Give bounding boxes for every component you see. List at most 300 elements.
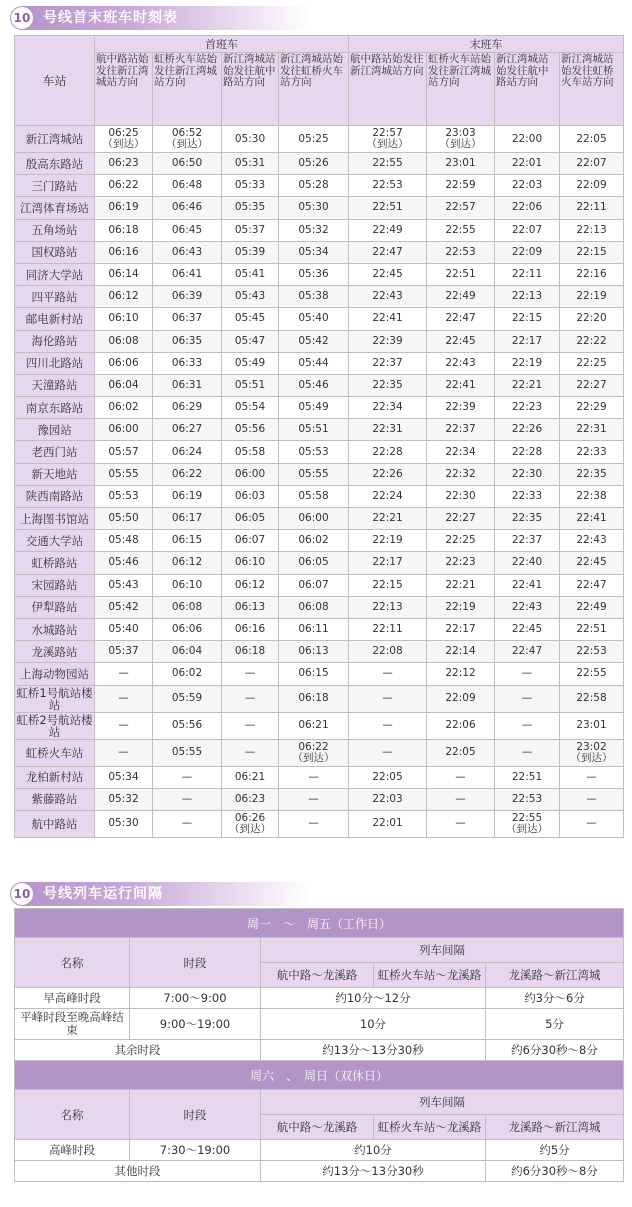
time-cell: 22:58 (560, 685, 624, 712)
time-cell: 05:30 (222, 126, 279, 153)
train-interval-table (14, 908, 624, 1182)
time-cell: — (349, 685, 427, 712)
time-cell: 23:02 （到达） (560, 739, 624, 766)
time-cell: 22:55 （到达） (495, 810, 560, 837)
timetable-row (15, 330, 624, 352)
time-cell: 22:11 (560, 197, 624, 219)
direction-header: 航中路站始发往新江湾城站方向 (349, 53, 427, 126)
station-name: 上海动物园站 (15, 663, 95, 685)
time-cell: 05:59 (153, 685, 222, 712)
time-cell: 06:10 (95, 308, 153, 330)
time-cell: 06:14 (95, 263, 153, 285)
time-cell: 06:07 (279, 574, 349, 596)
time-cell: 06:02 (279, 530, 349, 552)
time-cell: 22:43 (427, 352, 495, 374)
station-name: 新天地站 (15, 463, 95, 485)
interval-value: 约10分～12分 (261, 988, 486, 1009)
time-cell: 06:48 (153, 175, 222, 197)
time-cell: 06:22 (95, 175, 153, 197)
time-cell: — (427, 788, 495, 810)
time-cell: 05:43 (222, 286, 279, 308)
time-cell: 06:23 (95, 153, 153, 175)
time-cell: 22:49 (349, 219, 427, 241)
time-cell: 23:01 (560, 712, 624, 739)
time-cell: 22:07 (560, 153, 624, 175)
interval-value: 5分 (486, 1009, 624, 1040)
timetable-row (15, 153, 624, 175)
time-cell: 05:32 (279, 219, 349, 241)
station-column-header: 车站 (15, 36, 95, 126)
name-header: 名称 (15, 1090, 130, 1140)
station-name: 虹桥2号航站楼站 (16, 712, 93, 739)
time-cell: 06:08 (153, 596, 222, 618)
time-cell: 22:33 (560, 441, 624, 463)
time-cell: 06:11 (279, 618, 349, 640)
time-cell: 22:45 (427, 330, 495, 352)
time-cell: 06:39 (153, 286, 222, 308)
time-cell: 22:51 (560, 618, 624, 640)
time-cell: 22:41 (495, 574, 560, 596)
time-cell: 22:05 (349, 766, 427, 788)
time-cell: 22:34 (427, 441, 495, 463)
time-cell: 05:49 (279, 397, 349, 419)
station-name: 豫园站 (15, 419, 95, 441)
time-cell: 22:39 (427, 397, 495, 419)
time-cell: — (222, 685, 279, 712)
time-cell: 22:26 (349, 463, 427, 485)
period-name: 高峰时段 (15, 1140, 130, 1161)
timetable-row (15, 197, 624, 219)
segment-header: 虹桥火车站～龙溪路 (374, 963, 486, 988)
station-name: 宋园路站 (15, 574, 95, 596)
time-cell: 22:01 (495, 153, 560, 175)
station-name: 紫藤路站 (15, 788, 95, 810)
timetable-row (15, 766, 624, 788)
time-cell: 22:06 (427, 712, 495, 739)
time-cell: 06:06 (153, 618, 222, 640)
timetable-row (15, 441, 624, 463)
time-cell: 22:37 (495, 530, 560, 552)
time-cell: 22:29 (560, 397, 624, 419)
time-cell: 22:47 (560, 574, 624, 596)
time-cell: 06:12 (153, 552, 222, 574)
time-cell: 06:22 （到达） (279, 739, 349, 766)
time-cell: 22:13 (349, 596, 427, 618)
time-cell: 22:33 (495, 485, 560, 507)
time-cell: 05:46 (279, 374, 349, 396)
time-cell: 06:02 (153, 663, 222, 685)
station-name: 江湾体育场站 (15, 197, 95, 219)
time-cell: — (427, 810, 495, 837)
timetable-row (15, 485, 624, 507)
time-cell: 22:41 (560, 508, 624, 530)
time-cell: 05:49 (222, 352, 279, 374)
time-cell: 05:40 (279, 308, 349, 330)
line-badge: 10 (11, 883, 33, 905)
time-cell: 22:03 (495, 175, 560, 197)
time-cell: — (95, 739, 153, 766)
time-cell: 06:27 (153, 419, 222, 441)
period-name: 其他时段 (15, 1161, 261, 1182)
period-header: 时段 (130, 1090, 261, 1140)
time-cell: 22:06 (495, 197, 560, 219)
time-cell: 05:56 (153, 712, 222, 739)
time-cell: 22:55 (427, 219, 495, 241)
station-name: 四平路站 (15, 286, 95, 308)
time-cell: 22:20 (560, 308, 624, 330)
time-cell: 23:03 （到达） (427, 126, 495, 153)
time-cell: 06:08 (95, 330, 153, 352)
time-cell: 05:58 (222, 441, 279, 463)
time-cell: 05:28 (279, 175, 349, 197)
time-cell: 06:04 (95, 374, 153, 396)
time-cell: 05:31 (222, 153, 279, 175)
time-cell: 06:04 (153, 641, 222, 663)
time-cell: — (495, 663, 560, 685)
time-cell: 22:57 (427, 197, 495, 219)
time-cell: 22:30 (427, 485, 495, 507)
time-cell: — (560, 766, 624, 788)
station-name: 海伦路站 (15, 330, 95, 352)
station-name: 陕西南路站 (15, 485, 95, 507)
direction-header: 新江湾城站始发往虹桥火车站方向 (560, 53, 624, 126)
time-cell: 22:09 (560, 175, 624, 197)
period-time: 7:30～19:00 (130, 1140, 261, 1161)
time-cell: 22:55 (560, 663, 624, 685)
station-name: 航中路站 (15, 810, 95, 837)
time-cell: 22:21 (495, 374, 560, 396)
station-name: 天潼路站 (15, 374, 95, 396)
time-cell: 06:03 (222, 485, 279, 507)
station-name: 国权路站 (15, 241, 95, 263)
time-cell: 22:43 (495, 596, 560, 618)
time-cell: — (427, 766, 495, 788)
period-header: 时段 (130, 938, 261, 988)
timetable-row (15, 508, 624, 530)
time-cell: 05:55 (279, 463, 349, 485)
time-cell: — (279, 788, 349, 810)
time-cell: 06:18 (279, 685, 349, 712)
time-cell: 06:18 (95, 219, 153, 241)
timetable-row (15, 463, 624, 485)
segment-header: 航中路～龙溪路 (261, 963, 374, 988)
time-cell: 06:13 (222, 596, 279, 618)
time-cell: 06:43 (153, 241, 222, 263)
time-cell: 06:12 (222, 574, 279, 596)
interval-value: 约13分～13分30秒 (261, 1161, 486, 1182)
time-cell: 22:23 (427, 552, 495, 574)
time-cell: 06:50 (153, 153, 222, 175)
time-cell: 05:51 (279, 419, 349, 441)
time-cell: 22:37 (427, 419, 495, 441)
time-cell: — (560, 788, 624, 810)
timetable-row (15, 596, 624, 618)
time-cell: 06:35 (153, 330, 222, 352)
time-cell: 22:41 (349, 308, 427, 330)
time-cell: 22:47 (495, 641, 560, 663)
period-time: 9:00～19:00 (130, 1009, 261, 1040)
time-cell: 22:31 (560, 419, 624, 441)
timetable-row (15, 419, 624, 441)
timetable-row (15, 530, 624, 552)
time-cell: 22:43 (349, 286, 427, 308)
interval-value: 约3分～6分 (486, 988, 624, 1009)
direction-header: 新江湾城站始发往虹桥火车站方向 (279, 53, 349, 126)
time-cell: 22:45 (495, 618, 560, 640)
time-cell: 22:09 (495, 241, 560, 263)
time-cell: 05:58 (279, 485, 349, 507)
time-cell: — (279, 766, 349, 788)
time-cell: 06:17 (153, 508, 222, 530)
time-cell: 05:34 (279, 241, 349, 263)
timetable-row (15, 685, 624, 712)
time-cell: 06:26 （到达） (222, 810, 279, 837)
time-cell: 06:12 (95, 286, 153, 308)
time-cell: 05:53 (279, 441, 349, 463)
time-cell: 06:10 (153, 574, 222, 596)
time-cell: 22:13 (560, 219, 624, 241)
time-cell: 22:11 (495, 263, 560, 285)
time-cell: 05:56 (222, 419, 279, 441)
station-name: 伊犁路站 (15, 596, 95, 618)
time-cell: 22:19 (495, 352, 560, 374)
time-cell: 22:00 (495, 126, 560, 153)
station-name: 交通大学站 (15, 530, 95, 552)
timetable-section-title: 号线首末班车时刻表 (43, 10, 178, 26)
time-cell: 05:54 (222, 397, 279, 419)
time-cell: 05:42 (279, 330, 349, 352)
time-cell: 22:43 (560, 530, 624, 552)
time-cell: 22:40 (495, 552, 560, 574)
time-cell: 06:33 (153, 352, 222, 374)
time-cell: 22:45 (349, 263, 427, 285)
time-cell: 06:37 (153, 308, 222, 330)
time-cell: 22:39 (349, 330, 427, 352)
station-name: 殷高东路站 (15, 153, 95, 175)
time-cell: 05:46 (95, 552, 153, 574)
time-cell: — (495, 685, 560, 712)
time-cell: 22:51 (427, 263, 495, 285)
time-cell: 22:47 (427, 308, 495, 330)
time-cell: — (222, 712, 279, 739)
timetable-row (15, 241, 624, 263)
time-cell: 22:55 (349, 153, 427, 175)
time-cell: 22:19 (560, 286, 624, 308)
name-header: 名称 (15, 938, 130, 988)
time-cell: — (222, 663, 279, 685)
time-cell: 22:28 (495, 441, 560, 463)
time-cell: 06:00 (95, 419, 153, 441)
time-cell: 22:12 (427, 663, 495, 685)
time-cell: 05:47 (222, 330, 279, 352)
first-train-header: 首班车 (95, 36, 349, 53)
time-cell: 06:15 (279, 663, 349, 685)
time-cell: 05:37 (95, 641, 153, 663)
time-cell: 06:23 (222, 788, 279, 810)
time-cell: 05:33 (222, 175, 279, 197)
time-cell: 05:34 (95, 766, 153, 788)
timetable-row (15, 308, 624, 330)
time-cell: 22:47 (349, 241, 427, 263)
line-badge: 10 (11, 7, 33, 29)
timetable-row (15, 618, 624, 640)
time-cell: 06:16 (95, 241, 153, 263)
time-cell: — (279, 810, 349, 837)
time-cell: 22:21 (427, 574, 495, 596)
weekday-band: 周一 ～ 周五（工作日） (15, 909, 624, 938)
time-cell: 06:00 (279, 508, 349, 530)
period-name: 平峰时段至晚高峰结束 (15, 1009, 130, 1040)
time-cell: — (495, 739, 560, 766)
last-train-header: 末班车 (349, 36, 624, 53)
interval-value: 10分 (261, 1009, 486, 1040)
station-name: 邮电新村站 (15, 308, 95, 330)
station-name: 上海图书馆站 (15, 508, 95, 530)
time-cell: 05:38 (279, 286, 349, 308)
time-cell: 22:17 (495, 330, 560, 352)
time-cell: 22:26 (495, 419, 560, 441)
time-cell: 06:31 (153, 374, 222, 396)
time-cell: 22:07 (495, 219, 560, 241)
timetable-row (15, 574, 624, 596)
timetable-row (15, 286, 624, 308)
time-cell: 05:30 (279, 197, 349, 219)
timetable-row (15, 175, 624, 197)
time-cell: 05:41 (222, 263, 279, 285)
direction-header: 虹桥火车站始发往新江湾城站方向 (427, 53, 495, 126)
time-cell: 22:25 (560, 352, 624, 374)
direction-header: 新江湾城站始发往航中路站方向 (495, 53, 560, 126)
time-cell: 05:44 (279, 352, 349, 374)
time-cell: 22:01 (349, 810, 427, 837)
time-cell: 06:24 (153, 441, 222, 463)
time-cell: 22:23 (495, 397, 560, 419)
time-cell: 06:15 (153, 530, 222, 552)
time-cell: 05:25 (279, 126, 349, 153)
time-cell: 22:13 (495, 286, 560, 308)
time-cell: 06:22 (153, 463, 222, 485)
time-cell: 22:05 (560, 126, 624, 153)
interval-value: 约10分 (261, 1140, 486, 1161)
timetable-row (15, 810, 624, 837)
interval-value: 约13分～13分30秒 (261, 1040, 486, 1061)
time-cell: 05:55 (95, 463, 153, 485)
time-cell: 22:28 (349, 441, 427, 463)
time-cell: 22:30 (495, 463, 560, 485)
time-cell: — (349, 739, 427, 766)
time-cell: 22:38 (560, 485, 624, 507)
time-cell: 05:35 (222, 197, 279, 219)
time-cell: 22:35 (349, 374, 427, 396)
time-cell: 22:17 (349, 552, 427, 574)
time-cell: 06:00 (222, 463, 279, 485)
segment-header: 龙溪路～新江湾城 (486, 1115, 624, 1140)
time-cell: 22:51 (495, 766, 560, 788)
period-name: 早高峰时段 (15, 988, 130, 1009)
time-cell: 22:31 (349, 419, 427, 441)
time-cell: 22:11 (349, 618, 427, 640)
time-cell: 22:03 (349, 788, 427, 810)
station-name: 五角场站 (15, 219, 95, 241)
time-cell: — (95, 685, 153, 712)
time-cell: 22:53 (427, 241, 495, 263)
time-cell: 22:19 (427, 596, 495, 618)
direction-header: 航中路站始发往新江湾城站方向 (95, 53, 153, 126)
station-name: 三门路站 (15, 175, 95, 197)
timetable-section-header (10, 6, 310, 30)
time-cell: 05:57 (95, 441, 153, 463)
time-cell: 22:14 (427, 641, 495, 663)
first-last-train-timetable (14, 35, 624, 838)
time-cell: 06:41 (153, 263, 222, 285)
station-name: 老西门站 (15, 441, 95, 463)
time-cell: 05:30 (95, 810, 153, 837)
station-name: 新江湾城站 (15, 126, 95, 153)
interval-section-title: 号线列车运行间隔 (43, 886, 163, 902)
time-cell: 05:36 (279, 263, 349, 285)
time-cell: 22:41 (427, 374, 495, 396)
weekend-band: 周六 、 周日（双休日） (15, 1061, 624, 1090)
time-cell: 22:19 (349, 530, 427, 552)
station-name: 龙溪路站 (15, 641, 95, 663)
time-cell: 22:25 (427, 530, 495, 552)
time-cell: 06:06 (95, 352, 153, 374)
time-cell: 06:52 （到达） (153, 126, 222, 153)
time-cell: — (560, 810, 624, 837)
time-cell: 22:45 (560, 552, 624, 574)
direction-header: 虹桥火车站始发往新江湾城站方向 (153, 53, 222, 126)
time-cell: 22:57 （到达） (349, 126, 427, 153)
interval-header: 列车间隔 (261, 1090, 624, 1115)
time-cell: — (349, 712, 427, 739)
time-cell: 22:37 (349, 352, 427, 374)
time-cell: 22:49 (560, 596, 624, 618)
timetable-row (15, 397, 624, 419)
time-cell: 22:34 (349, 397, 427, 419)
interval-value: 约6分30秒～8分 (486, 1161, 624, 1182)
time-cell: 05:39 (222, 241, 279, 263)
interval-value: 约5分 (486, 1140, 624, 1161)
time-cell: 06:21 (222, 766, 279, 788)
time-cell: 22:09 (427, 685, 495, 712)
time-cell: 05:32 (95, 788, 153, 810)
time-cell: 22:15 (349, 574, 427, 596)
time-cell: 22:22 (560, 330, 624, 352)
time-cell: 06:07 (222, 530, 279, 552)
time-cell: 06:05 (222, 508, 279, 530)
time-cell: 06:19 (95, 197, 153, 219)
time-cell: 06:21 (279, 712, 349, 739)
time-cell: 06:02 (95, 397, 153, 419)
time-cell: — (153, 788, 222, 810)
time-cell: 06:29 (153, 397, 222, 419)
time-cell: 22:24 (349, 485, 427, 507)
time-cell: 22:21 (349, 508, 427, 530)
timetable-row (15, 263, 624, 285)
time-cell: 06:18 (222, 641, 279, 663)
period-name: 其余时段 (15, 1040, 261, 1061)
timetable-row (15, 788, 624, 810)
time-cell: 22:15 (560, 241, 624, 263)
interval-header: 列车间隔 (261, 938, 624, 963)
time-cell: 06:16 (222, 618, 279, 640)
time-cell: 22:53 (349, 175, 427, 197)
time-cell: 05:42 (95, 596, 153, 618)
time-cell: 22:51 (349, 197, 427, 219)
timetable-row (15, 219, 624, 241)
timetable-row (15, 352, 624, 374)
station-name: 龙柏新村站 (15, 766, 95, 788)
